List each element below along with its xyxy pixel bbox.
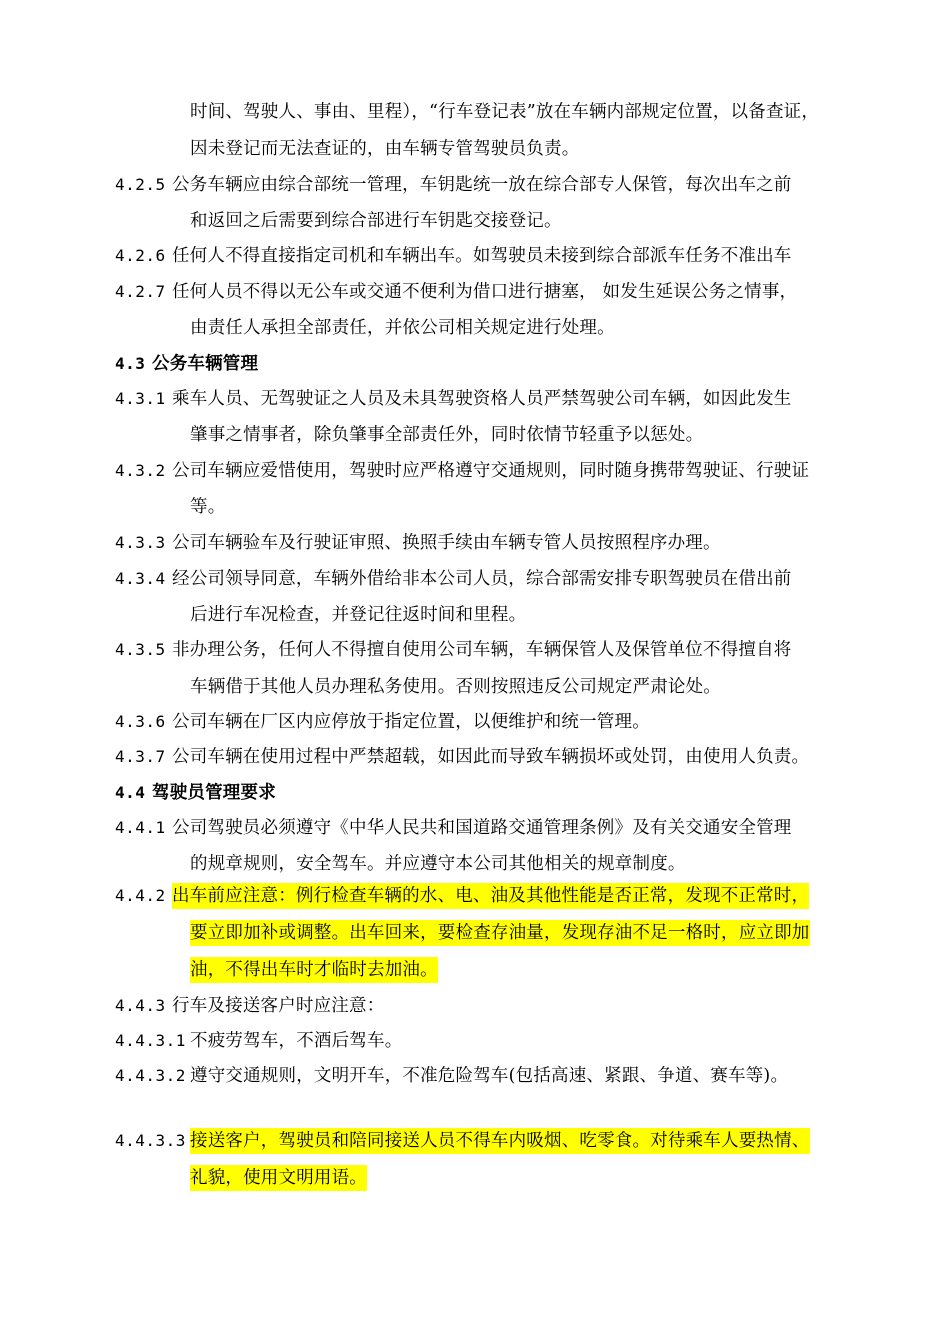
section-number: 4.3 [115, 354, 146, 373]
clause-text: 非办理公务，任何人不得擅自使用公司车辆，车辆保管人及保管单位不得擅自将 [172, 640, 792, 660]
clause-text: 乘车人员、无驾驶证之人员及未具驾驶资格人员严禁驾驶公司车辆，如因此发生 [172, 389, 792, 409]
clause-text: 任何人不得直接指定司机和车辆出车。如驾驶员未接到综合部派车任务不准出车 [172, 246, 792, 266]
clause-text: 公司车辆应爱惜使用，驾驶时应严格遵守交通规则，同时随身携带驾驶证、行驶证 [172, 461, 810, 481]
body-line: 时间、驾驶人、事由、里程），“行车登记表”放在车辆内部规定位置，以备查证， [190, 102, 820, 122]
clause-text: 不疲劳驾车，不酒后驾车。 [190, 1031, 403, 1051]
clause-number: 4.4.2 [115, 886, 166, 905]
clause-number: 4.4.3 [115, 996, 166, 1015]
clause-number: 4.3.3 [115, 533, 166, 552]
body-line: 后进行车况检查，并登记往返时间和里程。 [190, 605, 527, 625]
body-line: 的规章规则，安全驾车。并应遵守本公司其他相关的规章制度。 [190, 854, 686, 874]
clause-number: 4.2.5 [115, 175, 166, 194]
body-line: 肇事之情事者，除负肇事全部责任外，同时依情节轻重予以惩处。 [190, 425, 704, 445]
body-line: 由责任人承担全部责任，并依公司相关规定进行处理。 [190, 318, 615, 338]
body-line: 车辆借于其他人员办理私务使用。否则按照违反公司规定严肃论处。 [190, 677, 721, 697]
clause-text: 公司驾驶员必须遵守《中华人民共和国道路交通管理条例》及有关交通安全管理 [172, 818, 792, 838]
clause-number: 4.3.7 [115, 747, 166, 766]
body-line: 因未登记而无法查证的，由车辆专管驾驶员负责。 [190, 139, 580, 159]
clause-number: 4.4.1 [115, 818, 166, 837]
highlighted-text: 礼貌，使用文明用语。 [190, 1165, 367, 1191]
clause-number: 4.4.3.1 [115, 1031, 186, 1050]
highlighted-text: 要立即加补或调整。出车回来，要检查存油量，发现存油不足一格时，应立即加 [190, 920, 810, 946]
clause-number: 4.3.1 [115, 389, 166, 408]
highlighted-text: 油，不得出车时才临时去加油。 [190, 957, 438, 983]
clause-number: 4.3.4 [115, 569, 166, 588]
clause-number: 4.2.6 [115, 246, 166, 265]
section-number: 4.4 [115, 783, 146, 802]
clause-text: 公司车辆在厂区内应停放于指定位置，以便维护和统一管理。 [172, 712, 650, 732]
clause-text: 公司车辆验车及行驶证审照、换照手续由车辆专管人员按照程序办理。 [172, 533, 721, 553]
clause-text: 公务车辆应由综合部统一管理，车钥匙统一放在综合部专人保管，每次出车之前 [172, 175, 792, 195]
clause-text: 公司车辆在使用过程中严禁超载，如因此而导致车辆损坏或处罚，由使用人负责。 [172, 747, 810, 767]
clause-number: 4.2.7 [115, 282, 166, 301]
clause-text: 遵守交通规则，文明开车，不准危险驾车(包括高速、紧跟、争道、赛车等)。 [190, 1066, 789, 1086]
body-line: 和返回之后需要到综合部进行车钥匙交接登记。 [190, 211, 562, 231]
body-line: 等。 [190, 497, 226, 517]
highlighted-text: 出车前应注意：例行检查车辆的水、电、油及其他性能是否正常，发现不正常时， [172, 883, 809, 909]
clause-text: 经公司领导同意，车辆外借给非本公司人员，综合部需安排专职驾驶员在借出前 [172, 569, 792, 589]
clause-number: 4.3.2 [115, 461, 166, 480]
clause-number: 4.4.3.3 [115, 1131, 186, 1150]
clause-text: 行车及接送客户时应注意： [172, 996, 385, 1016]
clause-text: 任何人员不得以无公车或交通不便利为借口进行搪塞， 如发生延误公务之情事， [172, 282, 798, 302]
section-heading: 公务车辆管理 [152, 354, 259, 374]
clause-number: 4.3.6 [115, 712, 166, 731]
clause-number: 4.3.5 [115, 640, 166, 659]
section-heading: 驾驶员管理要求 [152, 783, 276, 803]
highlighted-text: 接送客户，驾驶员和陪同接送人员不得车内吸烟、吃零食。对待乘车人要热情、 [190, 1128, 810, 1154]
clause-number: 4.4.3.2 [115, 1066, 186, 1085]
